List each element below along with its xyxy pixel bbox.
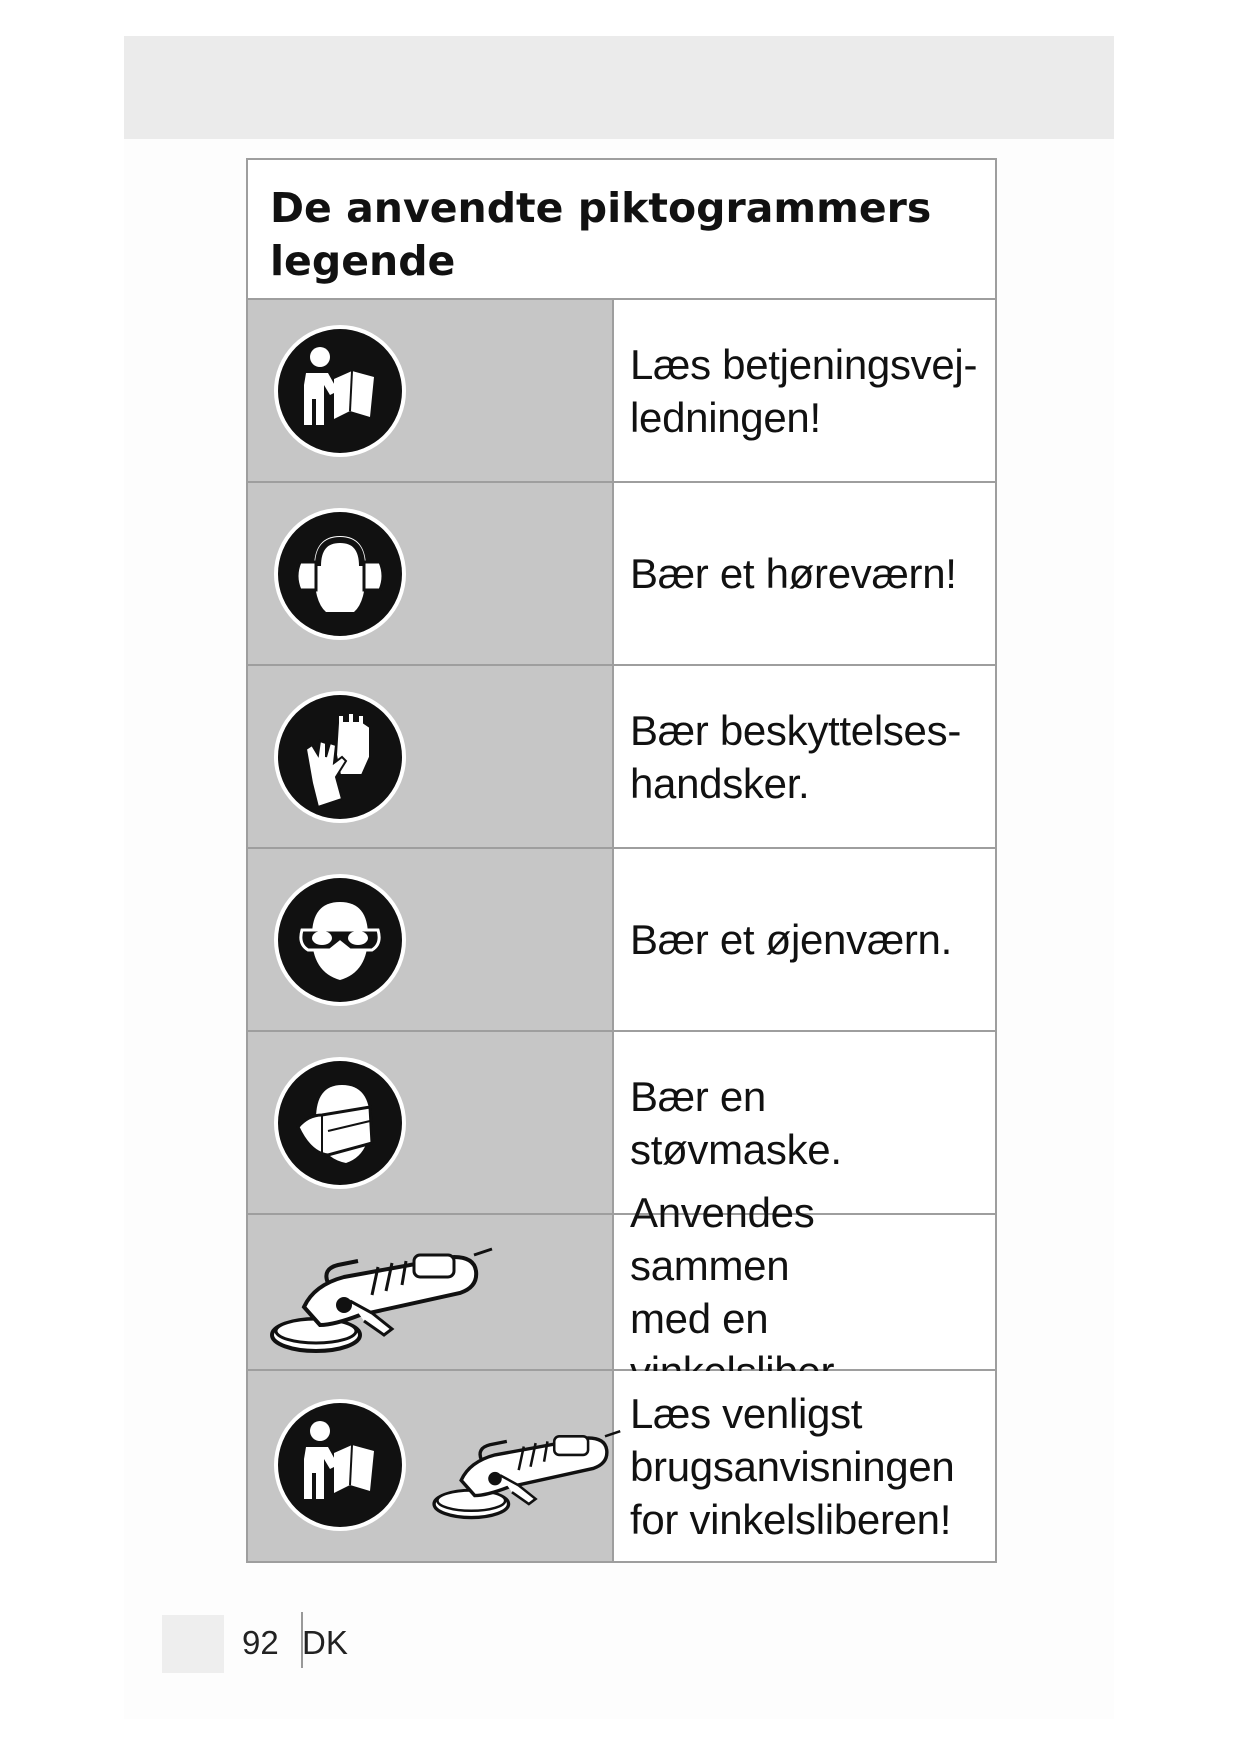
read-manual-icon (272, 1397, 408, 1533)
legend-header (248, 160, 995, 300)
legend-text: Bær et høreværn! (630, 550, 957, 597)
legend-text: Læs venligst brugsanvisningen for vinkelsliberen! (630, 1389, 955, 1543)
angle-grinder-icon (428, 1416, 628, 1526)
dust-mask-icon (272, 1055, 408, 1191)
legend-icon-cell (248, 1371, 614, 1561)
language-code: DK (302, 1624, 348, 1661)
legend-row (248, 483, 995, 666)
legend-row (248, 666, 995, 849)
footer-marker (162, 1615, 224, 1673)
read-manual-icon (272, 323, 408, 459)
legend-row (248, 1371, 995, 1561)
page-number: 92 (242, 1624, 279, 1661)
legend-icon-cell (248, 849, 614, 1030)
legend-icon-cell (248, 666, 614, 847)
legend-row (248, 300, 995, 483)
legend-text: Bær en støvmaske. (630, 1072, 842, 1173)
gloves-icon (272, 689, 408, 825)
legend-text-cell (614, 1189, 995, 1369)
legend-text-cell (614, 483, 995, 664)
legend-icon-cell (248, 483, 614, 664)
legend-row (248, 1189, 995, 1371)
legend-text: Bær et øjenværn. (630, 916, 952, 963)
pictogram-legend-table (246, 158, 997, 1563)
legend-text: Bær beskyttelses- handsker. (630, 706, 962, 807)
legend-row (248, 849, 995, 1032)
legend-title: De anvendte piktogrammers legende (270, 184, 932, 285)
page-header-band (124, 36, 1114, 139)
legend-text: Anvendes sammen med en (630, 1189, 815, 1342)
angle-grinder-icon (268, 1231, 498, 1361)
legend-text-cell (614, 1371, 995, 1561)
legend-text-cell (614, 300, 995, 481)
eye-protection-icon (272, 872, 408, 1008)
legend-text-cell (614, 666, 995, 847)
legend-icon-cell (248, 300, 614, 481)
legend-icon-cell (248, 1032, 614, 1213)
ear-protection-icon (272, 506, 408, 642)
legend-text: Læs betjeningsvej- ledningen! (630, 340, 978, 441)
legend-icon-cell (248, 1215, 614, 1369)
legend-text-cell (614, 849, 995, 1030)
